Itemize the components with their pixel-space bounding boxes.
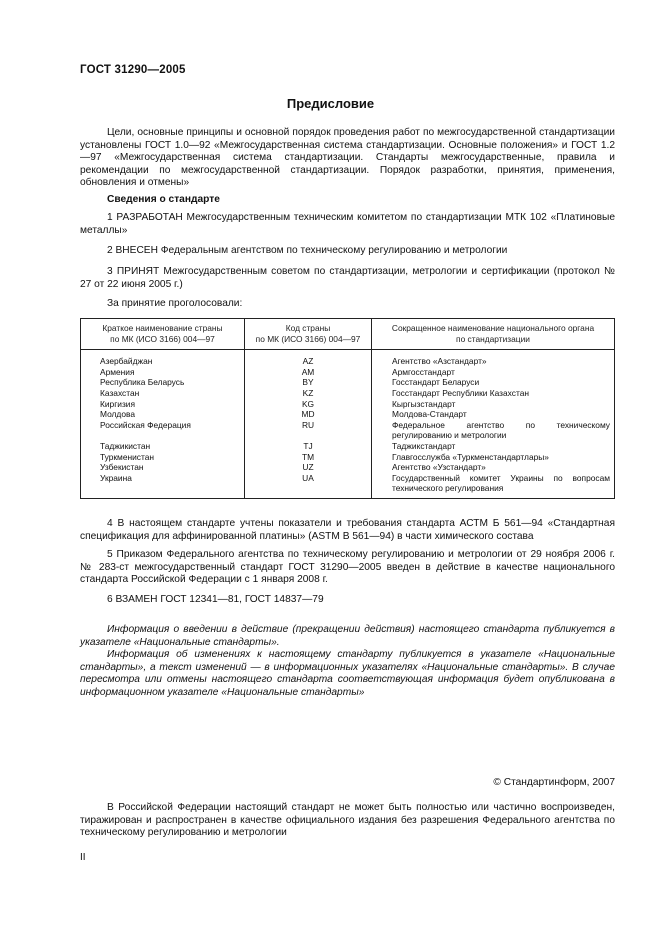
- country-cell: Украина: [81, 473, 245, 499]
- country-cell: Киргизия: [81, 399, 245, 410]
- table-row: [81, 473, 615, 499]
- notice-changes: Информация об изменениях к настоящему стандарту публикуется в указателе «Национальные стандарты», а текст изменений — в информационных указателях «Национальные стандарты». В случае пересмотра или отмены настоящего стандарта соответствующая информация будет опубликована в информационном указателе «Национальные стандарты»: [80, 649, 615, 698]
- body-cell: Главгосслужба «Туркменстандартлары»: [372, 452, 615, 463]
- country-cell: Молдова: [81, 409, 245, 420]
- reproduction-restriction: В Российской Федерации настоящий стандарт не может быть полностью или частично воспроизведен, тиражирован и распространен в качестве официального издания без разрешения Федерального агентства по техническому регулированию и метрологии: [80, 802, 615, 839]
- body-cell: Агентство «Узстандарт»: [372, 462, 615, 473]
- country-cell: Казахстан: [81, 388, 245, 399]
- info-heading: Сведения о стандарте: [107, 194, 220, 205]
- page-title: Предисловие: [286, 96, 375, 111]
- voting-table: [80, 318, 615, 499]
- item-6-replaces: 6 ВЗАМЕН ГОСТ 12341—81, ГОСТ 14837—79: [107, 594, 324, 605]
- code-cell: UA: [245, 473, 372, 499]
- table-row: [81, 399, 615, 410]
- code-cell: KG: [245, 399, 372, 410]
- table-row: [81, 350, 615, 367]
- intro-paragraph: Цели, основные принципы и основной порядок проведения работ по межгосударственной стандартизации установлены ГОСТ 1.0—92 «Межгосударственная система стандартизации. Основные положения» и ГОСТ 1.2—97 «Межгосударственная система стандартизации. Стандарты межгосударственные, правила и рекомендации по межгосударственной стандартизации. Порядок разработки, принятия, применения, обновления и отмены»: [80, 127, 615, 189]
- body-cell: Федеральное агентство по техническому регулированию и метрологии: [372, 420, 615, 441]
- body-cell: Молдова-Стандарт: [372, 409, 615, 420]
- document-code: ГОСТ 31290—2005: [80, 64, 186, 76]
- country-cell: Республика Беларусь: [81, 377, 245, 388]
- item-1-developed: 1 РАЗРАБОТАН Межгосударственным техническим комитетом по стандартизации МТК 102 «Платиновые металлы»: [80, 212, 615, 236]
- header-national-body: Сокращенное наименование национального органа по стандартизации: [372, 319, 615, 350]
- copyright: © Стандартинформ, 2007: [493, 777, 615, 788]
- code-cell: KZ: [245, 388, 372, 399]
- body-cell: Агентство «Азстандарт»: [372, 350, 615, 367]
- country-cell: Туркменистан: [81, 452, 245, 463]
- code-cell: AM: [245, 367, 372, 378]
- table-row: [81, 420, 615, 441]
- code-cell: UZ: [245, 462, 372, 473]
- table-row: [81, 377, 615, 388]
- body-cell: Госстандарт Беларуси: [372, 377, 615, 388]
- body-cell: Армгосстандарт: [372, 367, 615, 378]
- country-cell: Таджикистан: [81, 441, 245, 452]
- header-code: Код страны по МК (ИСО 3166) 004—97: [245, 319, 372, 350]
- table-row: [81, 388, 615, 399]
- code-cell: BY: [245, 377, 372, 388]
- country-cell: Азербайджан: [81, 350, 245, 367]
- header-country: Краткое наименование страны по МК (ИСО 3166) 004—97: [81, 319, 245, 350]
- notice-publication: Информация о введении в действие (прекращении действия) настоящего стандарта публикуется в указателе «Национальные стандарты».: [80, 624, 615, 648]
- body-cell: Государственный комитет Украины по вопросам технического регулирования: [372, 473, 615, 499]
- table-row: [81, 462, 615, 473]
- item-4-astm: 4 В настоящем стандарте учтены показатели и требования стандарта АСТМ Б 561—94 «Стандартная спецификация для аффинированной платины» (ASTM В 561—94) в части химического состава: [80, 518, 615, 542]
- country-cell: Армения: [81, 367, 245, 378]
- table-row: [81, 409, 615, 420]
- code-cell: TM: [245, 452, 372, 463]
- voted-label: За принятие проголосовали:: [107, 298, 243, 309]
- code-cell: AZ: [245, 350, 372, 367]
- country-cell: Российская Федерация: [81, 420, 245, 441]
- item-3-adopted: 3 ПРИНЯТ Межгосударственным советом по стандартизации, метрологии и сертификации (протокол № 27 от 22 июня 2005 г.): [80, 266, 615, 290]
- body-cell: Кыргызстандарт: [372, 399, 615, 410]
- item-5-order: 5 Приказом Федерального агентства по техническому регулированию и метрологии от 29 ноября 2006 г. № 283-ст межгосударственный стандарт ГОСТ 31290—2005 введен в действие в качестве национального стандарта Российской Федерации с 1 января 2008 г.: [80, 549, 615, 586]
- body-cell: Таджикстандарт: [372, 441, 615, 452]
- table-row: [81, 367, 615, 378]
- table-row: [81, 452, 615, 463]
- code-cell: TJ: [245, 441, 372, 452]
- item-2-introduced: 2 ВНЕСЕН Федеральным агентством по техническому регулированию и метрологии: [107, 245, 508, 256]
- table-row: [81, 441, 615, 452]
- country-cell: Узбекистан: [81, 462, 245, 473]
- code-cell: RU: [245, 420, 372, 441]
- page-number: II: [80, 852, 86, 863]
- body-cell: Госстандарт Республики Казахстан: [372, 388, 615, 399]
- table-header-row: [81, 319, 615, 350]
- code-cell: MD: [245, 409, 372, 420]
